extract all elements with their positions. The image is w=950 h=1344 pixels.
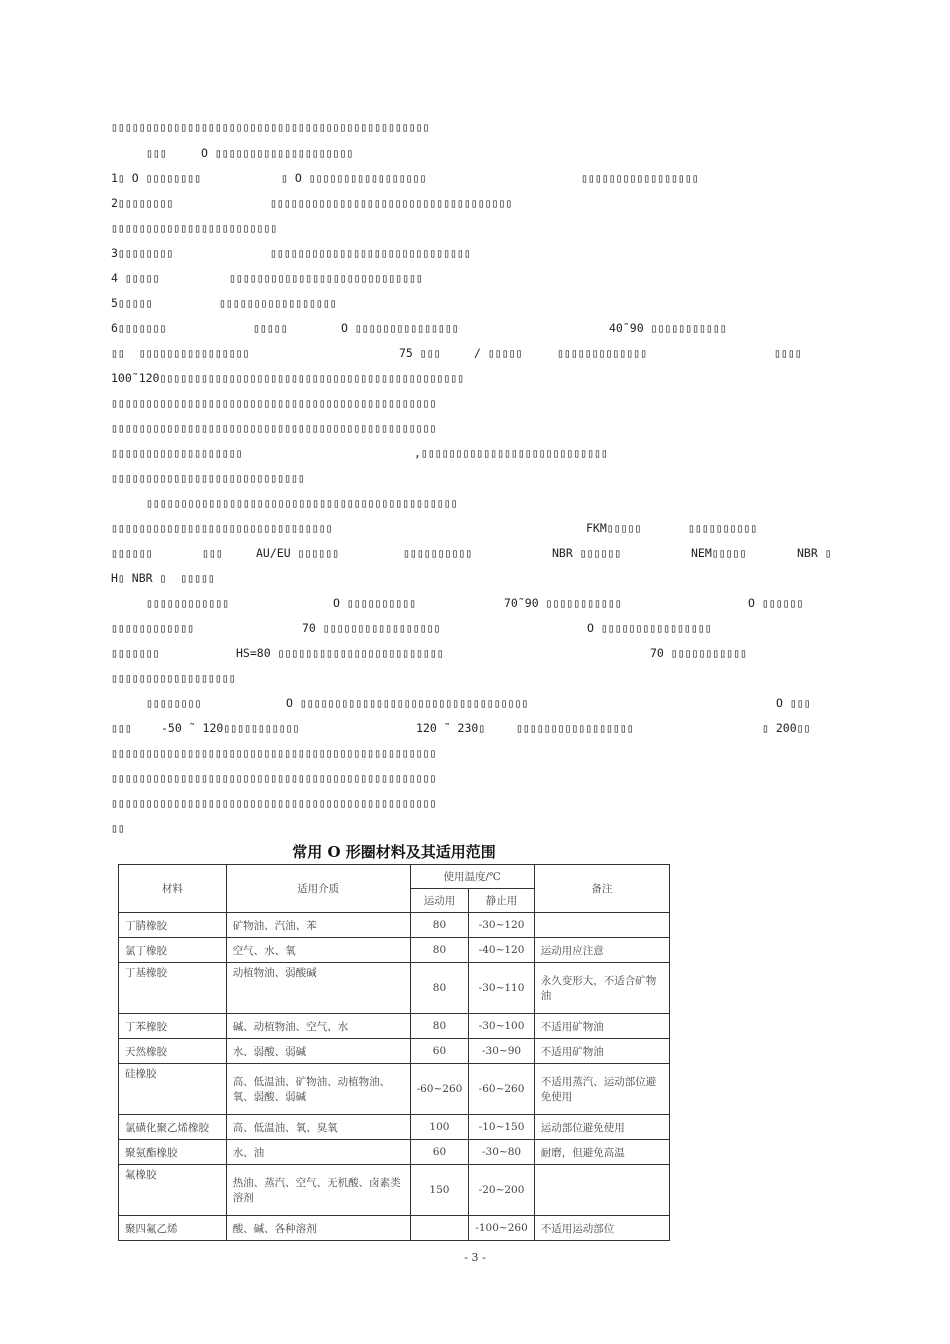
- text-segment: O ▯▯▯▯▯▯▯▯▯▯▯▯▯▯▯▯▯▯▯▯: [201, 146, 354, 160]
- text-segment: 40˜90 ▯▯▯▯▯▯▯▯▯▯▯: [609, 321, 727, 335]
- text-segment: ▯▯▯▯: [774, 346, 802, 360]
- header-static: 静止用: [469, 889, 534, 913]
- text-segment: H▯ NBR ▯ ▯▯▯▯▯: [111, 571, 215, 585]
- header-remarks: 备注: [534, 865, 669, 913]
- cell-static: -40~120: [469, 938, 534, 963]
- text-segment: ▯▯▯▯▯▯▯▯▯▯▯▯▯▯▯▯▯▯▯▯▯▯▯▯▯▯▯▯▯▯▯▯▯▯▯▯▯▯▯▯▯▯▯▯▯: [146, 496, 458, 510]
- cell-remarks: 运动部位避免使用: [534, 1115, 669, 1140]
- table-row: [119, 1140, 670, 1165]
- cell-medium: 碱、动植物油、空气、水: [226, 1014, 410, 1039]
- text-line: [0, 293, 950, 313]
- table-title: 常用 O 形圈材料及其适用范围: [292, 843, 496, 861]
- cell-moving: 80: [410, 913, 469, 938]
- text-segment: ▯▯▯▯▯▯▯: [111, 646, 160, 660]
- text-segment: ▯▯▯▯▯▯▯▯▯▯▯▯▯▯▯▯▯▯▯▯▯▯▯▯▯▯▯▯▯▯▯▯▯▯▯▯▯▯▯▯▯▯▯▯▯▯▯: [111, 771, 437, 785]
- text-segment: O ▯▯▯: [776, 696, 811, 710]
- text-segment: 5▯▯▯▯▯: [111, 296, 153, 310]
- text-segment: ,▯▯▯▯▯▯▯▯▯▯▯▯▯▯▯▯▯▯▯▯▯▯▯▯▯▯▯: [414, 446, 608, 460]
- text-line: [0, 693, 950, 713]
- text-line: [0, 768, 950, 788]
- text-line: [0, 168, 950, 188]
- text-line: [0, 243, 950, 263]
- cell-material: 聚氨酯橡胶: [119, 1140, 227, 1165]
- cell-material: 氟橡胶: [119, 1165, 227, 1216]
- cell-moving: 100: [410, 1115, 469, 1140]
- text-segment: ▯▯▯: [146, 146, 167, 160]
- text-line: [0, 543, 950, 563]
- text-line: [0, 618, 950, 638]
- table-row: [119, 1216, 670, 1241]
- text-segment: ▯▯▯▯▯▯▯▯▯▯▯▯▯▯▯▯▯▯▯▯▯▯▯▯▯▯▯▯: [229, 271, 423, 285]
- text-segment: 70 ▯▯▯▯▯▯▯▯▯▯▯: [650, 646, 747, 660]
- text-line: [0, 593, 950, 613]
- text-segment: AU/EU ▯▯▯▯▯▯: [256, 546, 340, 560]
- text-segment: ▯▯▯▯▯▯▯▯▯▯▯▯▯▯▯▯▯: [219, 296, 337, 310]
- cell-moving: 60: [410, 1039, 469, 1064]
- cell-material: 氯磺化聚乙烯橡胶: [119, 1115, 227, 1140]
- cell-remarks: 永久变形大，不适合矿物油: [534, 963, 669, 1014]
- text-segment: 4 ▯▯▯▯▯: [111, 271, 160, 285]
- cell-moving: 80: [410, 963, 469, 1014]
- text-line: [0, 117, 950, 137]
- text-line: [0, 518, 950, 538]
- text-segment: FKM▯▯▯▯▯: [586, 521, 642, 535]
- cell-material: 丁基橡胶: [119, 963, 227, 1014]
- cell-medium: 酸、碱、各种溶剂: [226, 1216, 410, 1241]
- text-segment: O ▯▯▯▯▯▯▯▯▯▯: [333, 596, 417, 610]
- cell-remarks: 运动用应注意: [534, 938, 669, 963]
- cell-medium: 水、油: [226, 1140, 410, 1165]
- header-material: 材料: [119, 865, 227, 913]
- page-number: - 3 -: [464, 1251, 486, 1264]
- text-segment: ▯▯▯: [111, 721, 132, 735]
- text-segment: / ▯▯▯▯▯: [474, 346, 523, 360]
- materials-table: [118, 864, 670, 1241]
- text-segment: ▯▯▯▯▯▯▯▯▯▯▯▯: [146, 596, 230, 610]
- text-segment: ▯▯▯▯▯▯▯▯▯▯▯▯▯▯▯▯▯▯▯▯▯▯▯▯▯▯▯▯▯▯▯▯▯▯▯▯▯▯▯▯▯▯▯▯▯▯▯: [111, 396, 437, 410]
- text-line: [0, 443, 950, 463]
- text-segment: 2▯▯▯▯▯▯▯▯: [111, 196, 174, 210]
- cell-medium: 动植物油、弱酸碱: [226, 963, 410, 1014]
- header-temperature: 使用温度/℃: [410, 865, 534, 889]
- text-segment: O ▯▯▯▯▯▯: [748, 596, 804, 610]
- text-segment: ▯▯▯▯▯▯▯▯▯▯▯▯▯: [557, 346, 648, 360]
- text-segment: ▯▯▯▯▯▯▯▯▯▯▯▯▯▯▯▯▯▯▯: [111, 446, 243, 460]
- text-segment: ▯▯▯▯▯▯▯▯▯▯: [688, 521, 758, 535]
- text-segment: 100˜120▯▯▯▯▯▯▯▯▯▯▯▯▯▯▯▯▯▯▯▯▯▯▯▯▯▯▯▯▯▯▯▯▯▯▯▯▯▯▯▯▯▯▯▯: [111, 371, 465, 385]
- cell-static: -30~80: [469, 1140, 534, 1165]
- text-segment: 70 ▯▯▯▯▯▯▯▯▯▯▯▯▯▯▯▯▯: [302, 621, 441, 635]
- cell-remarks: 不适用矿物油: [534, 1014, 669, 1039]
- text-segment: NBR ▯▯▯▯▯▯: [552, 546, 622, 560]
- text-segment: O ▯▯▯▯▯▯▯▯▯▯▯▯▯▯▯▯▯▯▯▯▯▯▯▯▯▯▯▯▯▯▯▯▯: [286, 696, 529, 710]
- text-line: [0, 343, 950, 363]
- cell-material: 氯丁橡胶: [119, 938, 227, 963]
- text-segment: 70˜90 ▯▯▯▯▯▯▯▯▯▯▯: [504, 596, 622, 610]
- cell-static: -100~260: [469, 1216, 534, 1241]
- cell-remarks: [534, 913, 669, 938]
- text-segment: ▯▯▯▯▯▯▯▯▯▯▯▯▯▯▯▯▯▯▯▯▯▯▯▯▯▯▯▯▯▯▯▯: [111, 521, 333, 535]
- text-segment: ▯▯▯▯▯▯▯▯▯▯▯▯▯▯▯▯▯▯▯▯▯▯▯▯▯▯▯▯▯▯▯▯▯▯▯▯▯▯▯▯▯▯▯▯▯▯▯: [111, 796, 437, 810]
- table-row: [119, 1165, 670, 1216]
- text-segment: ▯▯▯▯▯▯: [111, 546, 153, 560]
- text-line: [0, 193, 950, 213]
- cell-static: -30~100: [469, 1014, 534, 1039]
- text-line: [0, 793, 950, 813]
- text-segment: O ▯▯▯▯▯▯▯▯▯▯▯▯▯▯▯: [341, 321, 459, 335]
- cell-material: 天然橡胶: [119, 1039, 227, 1064]
- text-line: [0, 268, 950, 288]
- cell-moving: 60: [410, 1140, 469, 1165]
- cell-static: -30~120: [469, 913, 534, 938]
- text-segment: ▯▯▯▯▯▯▯▯▯▯▯▯▯▯▯▯▯▯▯▯▯▯▯▯▯▯▯▯: [111, 471, 305, 485]
- table-row: [119, 1014, 670, 1039]
- cell-medium: 高、低温油、矿物油、动植物油、氧、弱酸、弱碱: [226, 1064, 410, 1115]
- text-segment: 75 ▯▯▯: [399, 346, 441, 360]
- table-header-row: [119, 865, 670, 889]
- text-line: [0, 468, 950, 488]
- cell-medium: 高、低温油、氧、臭氧: [226, 1115, 410, 1140]
- cell-static: -20~200: [469, 1165, 534, 1216]
- text-segment: ▯▯▯▯▯: [253, 321, 288, 335]
- text-segment: ▯▯▯▯▯▯▯▯▯▯: [403, 546, 473, 560]
- text-segment: HS=80 ▯▯▯▯▯▯▯▯▯▯▯▯▯▯▯▯▯▯▯▯▯▯▯▯: [236, 646, 444, 660]
- text-segment: ▯▯▯▯▯▯▯▯▯▯▯▯▯▯▯▯▯: [516, 721, 634, 735]
- text-segment: NEM▯▯▯▯▯: [691, 546, 747, 560]
- cell-moving: 80: [410, 1014, 469, 1039]
- cell-static: -10~150: [469, 1115, 534, 1140]
- cell-remarks: 耐磨，但避免高温: [534, 1140, 669, 1165]
- cell-static: -60~260: [469, 1064, 534, 1115]
- cell-moving: 150: [410, 1165, 469, 1216]
- text-segment: ▯▯▯▯▯▯▯▯▯▯▯▯▯▯▯▯▯▯▯▯▯▯▯▯▯▯▯▯▯: [270, 246, 471, 260]
- cell-remarks: 不适用蒸汽、运动部位避免使用: [534, 1064, 669, 1115]
- text-line: [0, 743, 950, 763]
- cell-medium: 矿物油、汽油、苯: [226, 913, 410, 938]
- cell-moving: [410, 1216, 469, 1241]
- cell-remarks: 不适用运动部位: [534, 1216, 669, 1241]
- table-row: [119, 963, 670, 1014]
- text-segment: -50 ˜ 120▯▯▯▯▯▯▯▯▯▯▯: [161, 721, 300, 735]
- cell-medium: 水、弱酸、弱碱: [226, 1039, 410, 1064]
- text-segment: ▯▯▯▯▯▯▯▯▯▯▯▯: [111, 621, 195, 635]
- text-line: [0, 218, 950, 238]
- text-segment: ▯▯▯▯▯▯▯▯▯▯▯▯▯▯▯▯▯▯▯▯▯▯▯▯: [111, 221, 278, 235]
- text-segment: ▯▯▯▯▯▯▯▯▯▯▯▯▯▯▯▯▯▯▯▯▯▯▯▯▯▯▯▯▯▯▯▯▯▯▯▯▯▯▯▯▯▯▯▯▯▯▯: [111, 746, 437, 760]
- table-row: [119, 1115, 670, 1140]
- text-segment: ▯▯: [111, 821, 125, 835]
- table-row: [119, 1039, 670, 1064]
- text-segment: ▯ O ▯▯▯▯▯▯▯▯▯▯▯▯▯▯▯▯▯: [281, 171, 427, 185]
- text-segment: 1▯ O ▯▯▯▯▯▯▯▯: [111, 171, 202, 185]
- header-medium: 适用介质: [226, 865, 410, 913]
- cell-remarks: [534, 1165, 669, 1216]
- cell-material: 硅橡胶: [119, 1064, 227, 1115]
- cell-medium: 空气、水、氧: [226, 938, 410, 963]
- text-line: [0, 568, 950, 588]
- text-line: [0, 393, 950, 413]
- text-line: [0, 818, 950, 838]
- cell-moving: 80: [410, 938, 469, 963]
- cell-material: 丁苯橡胶: [119, 1014, 227, 1039]
- text-segment: ▯▯▯▯▯▯▯▯▯▯▯▯▯▯▯▯▯▯▯▯▯▯▯▯▯▯▯▯▯▯▯▯▯▯▯: [270, 196, 513, 210]
- text-segment: ▯▯ ▯▯▯▯▯▯▯▯▯▯▯▯▯▯▯▯: [111, 346, 250, 360]
- text-segment: 120 ˜ 230▯: [416, 721, 486, 735]
- text-segment: O ▯▯▯▯▯▯▯▯▯▯▯▯▯▯▯▯: [587, 621, 712, 635]
- text-line: [0, 143, 950, 163]
- text-segment: ▯▯▯▯▯▯▯▯▯▯▯▯▯▯▯▯▯▯▯▯▯▯▯▯▯▯▯▯▯▯▯▯▯▯▯▯▯▯▯▯▯▯▯▯▯▯▯: [111, 421, 437, 435]
- cell-remarks: 不适用矿物油: [534, 1039, 669, 1064]
- table-row: [119, 938, 670, 963]
- text-segment: ▯▯▯▯▯▯▯▯: [146, 696, 202, 710]
- text-segment: NBR ▯: [797, 546, 832, 560]
- text-segment: 6▯▯▯▯▯▯▯: [111, 321, 167, 335]
- text-segment: ▯▯▯: [202, 546, 223, 560]
- cell-medium: 热油、蒸汽、空气、无机酸、卤素类溶剂: [226, 1165, 410, 1216]
- cell-static: -30~110: [469, 963, 534, 1014]
- text-segment: ▯▯▯▯▯▯▯▯▯▯▯▯▯▯▯▯▯▯▯▯▯▯▯▯▯▯▯▯▯▯▯▯▯▯▯▯▯▯▯▯▯▯▯▯▯▯: [111, 120, 430, 134]
- cell-material: 丁腈橡胶: [119, 913, 227, 938]
- cell-moving: -60~260: [410, 1064, 469, 1115]
- table-row: [119, 1064, 670, 1115]
- text-line: [0, 643, 950, 663]
- text-line: [0, 368, 950, 388]
- text-line: [0, 418, 950, 438]
- text-line: [0, 318, 950, 338]
- cell-material: 聚四氟乙烯: [119, 1216, 227, 1241]
- text-segment: 3▯▯▯▯▯▯▯▯: [111, 246, 174, 260]
- text-line: [0, 493, 950, 513]
- text-line: [0, 668, 950, 688]
- text-segment: ▯▯▯▯▯▯▯▯▯▯▯▯▯▯▯▯▯▯: [111, 671, 236, 685]
- text-segment: ▯▯▯▯▯▯▯▯▯▯▯▯▯▯▯▯▯: [581, 171, 699, 185]
- header-moving: 运动用: [410, 889, 469, 913]
- text-line: [0, 718, 950, 738]
- table-row: [119, 913, 670, 938]
- cell-static: -30~90: [469, 1039, 534, 1064]
- text-segment: ▯ 200▯▯: [762, 721, 811, 735]
